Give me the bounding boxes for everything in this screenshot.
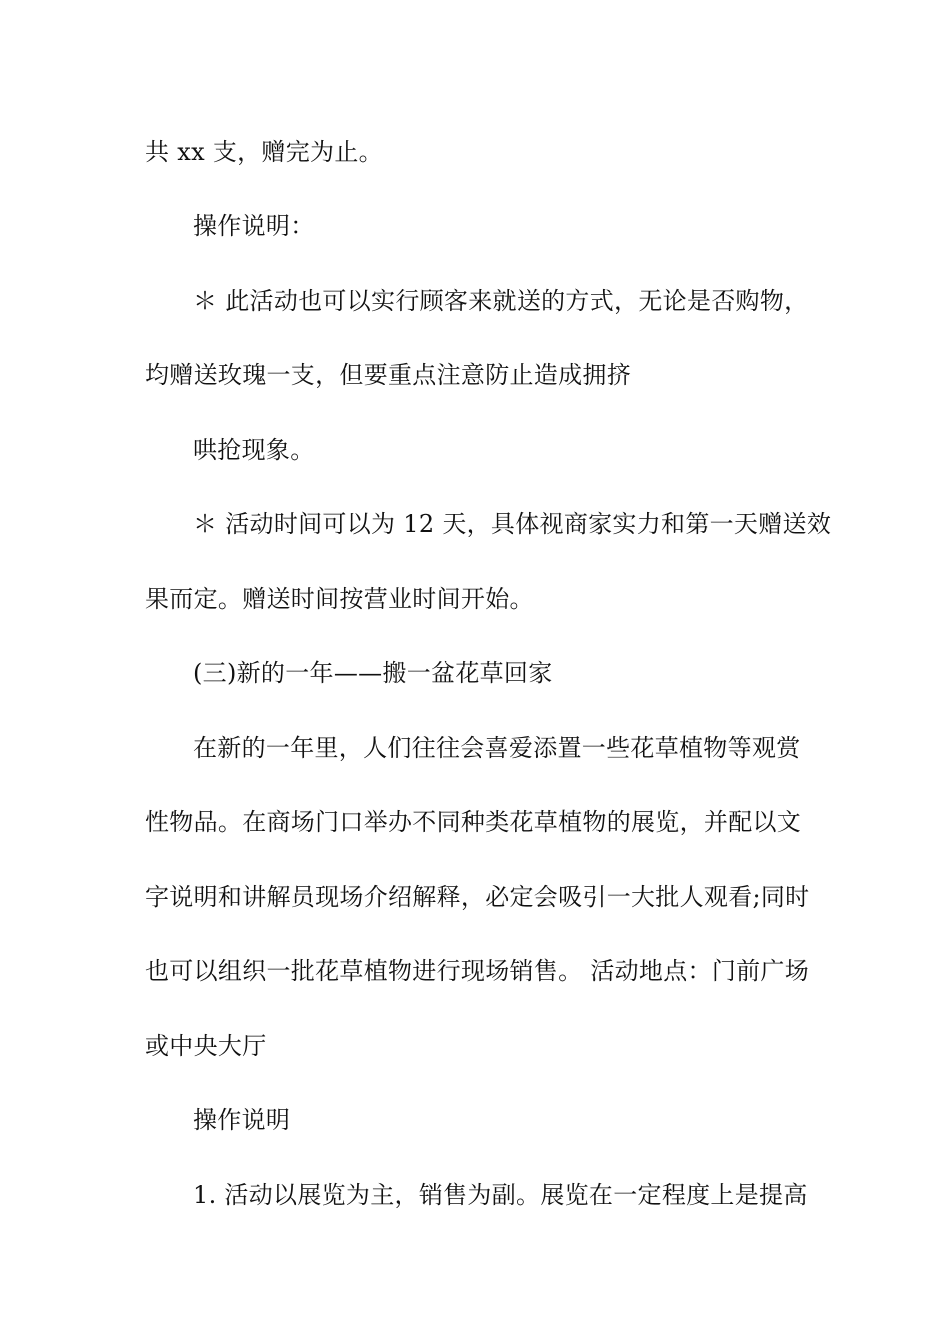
section-heading: 操作说明： (193, 212, 315, 240)
body-line: 果而定。赠送时间按营业时间开始。 (145, 585, 534, 613)
bullet-line: ＊ 此活动也可以实行顾客来就送的方式，无论是否购物， (193, 287, 809, 315)
body-line: 性物品。在商场门口举办不同种类花草植物的展览，并配以文 (145, 808, 802, 836)
bullet-line: ＊ 活动时间可以为 12 天，具体视商家实力和第一天赠送效 (193, 510, 832, 538)
section-heading: 操作说明 (193, 1106, 291, 1134)
section-heading: (三)新的一年——搬一盆花草回家 (193, 659, 553, 687)
body-line: 均赠送玫瑰一支，但要重点注意防止造成拥挤 (145, 361, 631, 389)
numbered-item: 1. 活动以展览为主，销售为副。展览在一定程度上是提高 (193, 1181, 808, 1209)
body-line: 或中央大厅 (145, 1032, 267, 1060)
paragraph-first-line: 在新的一年里，人们往往会喜爱添置一些花草植物等观赏 (193, 734, 801, 762)
body-line: 共 xx 支，赠完为止。 (145, 138, 383, 166)
body-line: 哄抢现象。 (193, 436, 315, 464)
body-line: 也可以组织一批花草植物进行现场销售。 活动地点：门前广场 (145, 957, 810, 985)
body-line: 字说明和讲解员现场介绍解释，必定会吸引一大批人观看;同时 (145, 883, 810, 911)
